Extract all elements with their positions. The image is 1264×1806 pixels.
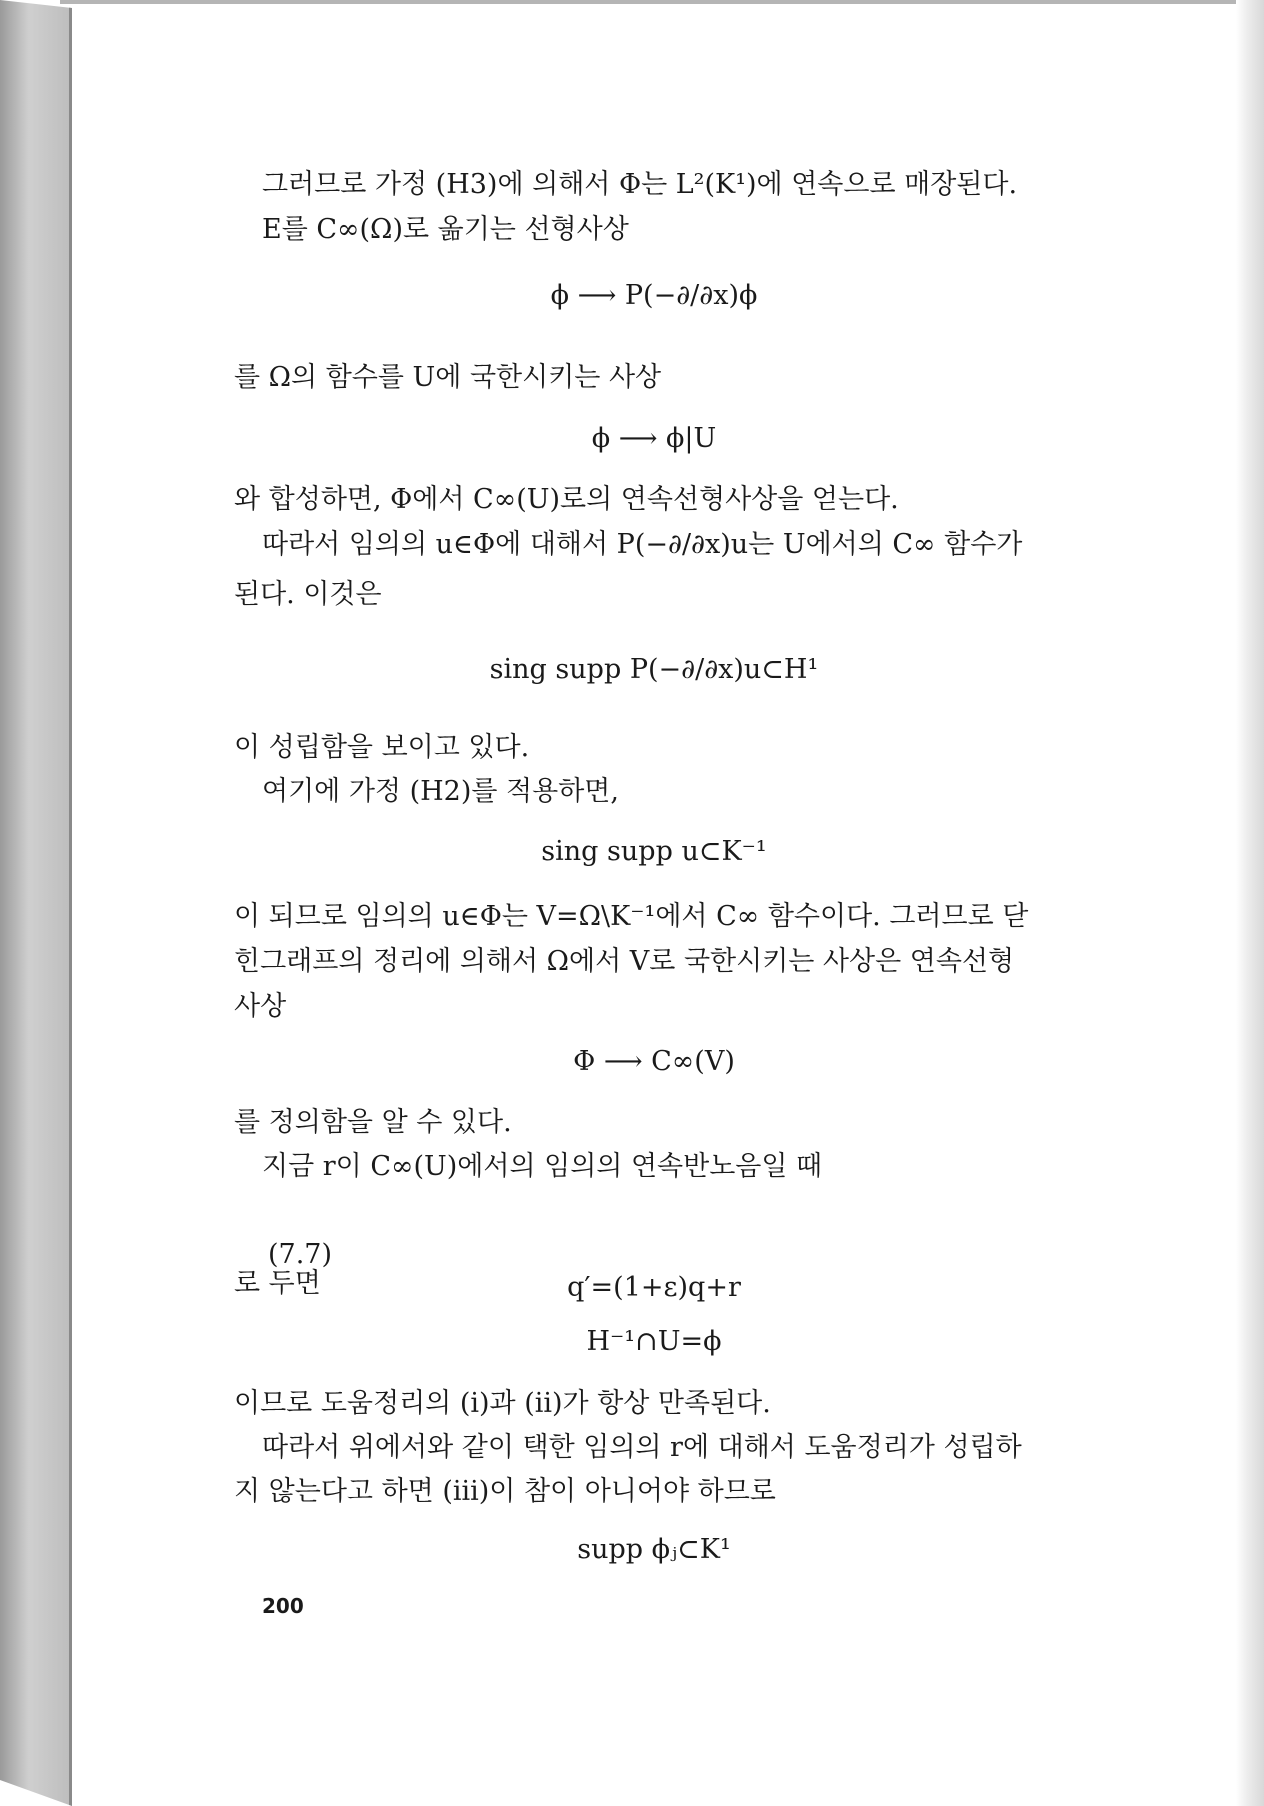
page-number: 200 [262,1594,304,1618]
book-page [72,4,1236,1804]
text-line: 로 두면 [234,1268,321,1299]
text-line: 지 않는다고 하면 (iii)이 참이 아니어야 하므로 [234,1476,776,1507]
text-line: 이 되므로 임의의 u∈Φ는 V=Ω\K⁻¹에서 C∞ 함수이다. 그러므로 닫 [234,901,1029,932]
text-line: 된다. 이것은 [234,579,382,610]
equation-number: (7.7) [268,1239,333,1271]
text-line: 이 성립함을 보이고 있다. [234,732,530,763]
text-line: 그러므로 가정 (H3)에 의해서 Φ는 L²(K¹)에 연속으로 매장된다. [262,169,1018,200]
equation-body: q′=(1+ε)q+r [567,1271,741,1303]
text-line: 이므로 도움정리의 (i)과 (ii)가 항상 만족된다. [234,1388,771,1419]
text-line: 를 정의함을 알 수 있다. [234,1107,512,1138]
text-line: 힌그래프의 정리에 의해서 Ω에서 V로 국한시키는 사상은 연속선형 [234,946,1015,977]
display-equation: Φ ⟶ C∞(V) [573,1046,735,1077]
text-line: 와 합성하면, Φ에서 C∞(U)로의 연속선형사상을 얻는다. [234,484,899,515]
text-line: 여기에 가정 (H2)를 적용하면, [262,776,619,807]
text-line: 지금 r이 C∞(U)에서의 임의의 연속반노음일 때 [262,1151,823,1182]
book-right-edge [1236,0,1264,1806]
display-equation: sing supp u⊂K⁻¹ [541,836,767,867]
text-line: 따라서 임의의 u∈Φ에 대해서 P(−∂/∂x)u는 U에서의 C∞ 함수가 [262,529,1023,560]
book-left-edge [0,0,72,1806]
text-line: 사상 [234,991,287,1022]
display-equation: H⁻¹∩U=ϕ [586,1326,722,1357]
display-equation: ϕ ⟶ ϕ|U [591,423,717,454]
text-line: E를 C∞(Ω)로 옮기는 선형사상 [262,214,629,245]
display-equation: sing supp P(−∂/∂x)u⊂H¹ [489,654,819,685]
text-line: 를 Ω의 함수를 U에 국한시키는 사상 [234,362,662,393]
text-line: 따라서 위에서와 같이 택한 임의의 r에 대해서 도움정리가 성립하 [262,1432,1022,1463]
display-equation: supp ϕⱼ⊂K¹ [577,1534,731,1565]
display-equation: ϕ ⟶ P(−∂/∂x)ϕ [550,280,758,311]
